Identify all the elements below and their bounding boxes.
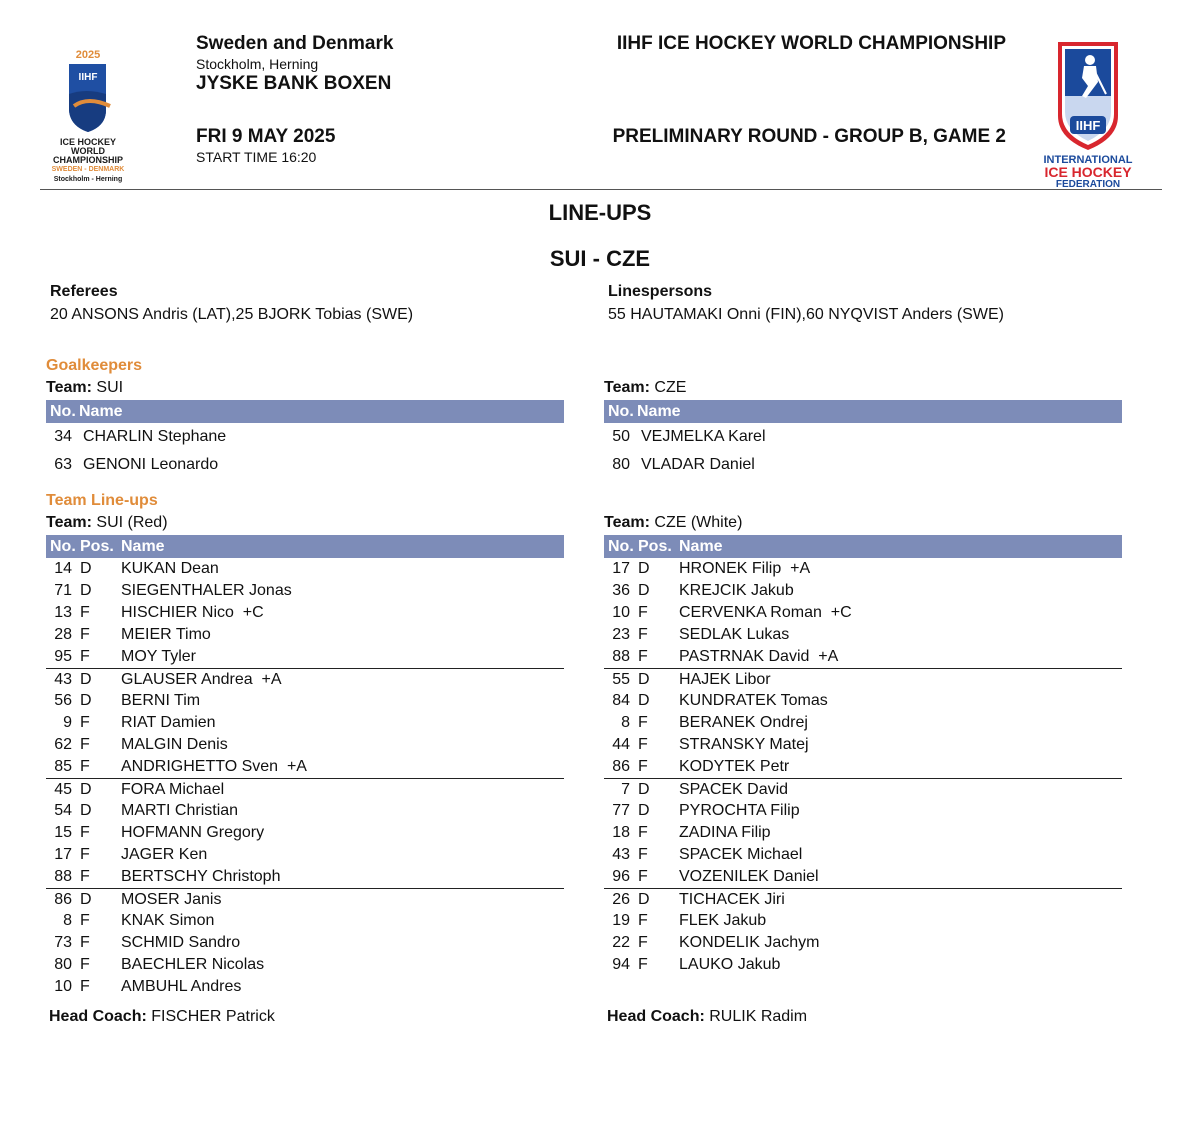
player-number: 8 xyxy=(621,714,630,731)
table-row xyxy=(604,778,1122,800)
svg-text:ICE HOCKEY: ICE HOCKEY xyxy=(1044,164,1132,180)
player-position: D xyxy=(80,692,92,709)
player-number: 28 xyxy=(54,626,72,643)
player-number: 56 xyxy=(54,692,72,709)
svg-text:SWEDEN - DENMARK: SWEDEN - DENMARK xyxy=(51,166,125,173)
player-position: F xyxy=(80,736,90,753)
player-name: KREJCIK Jakub xyxy=(679,582,794,599)
gk-home-table xyxy=(46,400,564,479)
referees-label: Referees xyxy=(50,283,118,300)
player-name: MARTI Christian xyxy=(121,802,239,819)
player-number: 50 xyxy=(612,428,630,445)
gk-away-table xyxy=(604,400,1122,479)
player-number: 18 xyxy=(612,824,630,841)
player-number: 36 xyxy=(612,582,630,599)
table-row xyxy=(46,778,564,800)
page-title: LINE-UPS xyxy=(548,200,652,225)
player-name: PYROCHTA Filip xyxy=(679,802,800,819)
player-name: AMBUHL Andres xyxy=(121,978,242,995)
player-number: 84 xyxy=(612,692,630,709)
lineups-section-title: Team Line-ups xyxy=(46,492,158,509)
player-number: 95 xyxy=(54,648,72,665)
player-position: F xyxy=(638,626,648,643)
table-row xyxy=(604,690,1122,712)
arena-name: JYSKE BANK BOXEN xyxy=(196,73,392,94)
table-row xyxy=(46,423,564,451)
table-row xyxy=(46,668,564,690)
player-position: D xyxy=(80,802,92,819)
player-position: D xyxy=(80,891,92,908)
player-name: PASTRNAK David +A xyxy=(679,648,839,665)
player-name: KODYTEK Petr xyxy=(679,758,790,775)
event-logo xyxy=(40,48,138,184)
player-position: D xyxy=(638,692,650,709)
table-row xyxy=(46,888,564,910)
player-name: VOZENILEK Daniel xyxy=(679,868,819,885)
svg-text:ICE HOCKEY: ICE HOCKEY xyxy=(59,137,117,147)
player-number: 23 xyxy=(612,626,630,643)
player-name: KONDELIK Jachym xyxy=(679,934,820,951)
player-position: F xyxy=(80,934,90,951)
table-row xyxy=(604,756,1122,778)
player-number: 77 xyxy=(612,802,630,819)
player-name: FORA Michael xyxy=(121,781,225,798)
linespersons-label: Linespersons xyxy=(608,283,713,300)
game-date: FRI 9 MAY 2025 xyxy=(196,126,336,147)
start-time: START TIME 16:20 xyxy=(196,149,317,165)
player-number: 10 xyxy=(54,978,72,995)
table-row xyxy=(604,954,1122,976)
player-position: D xyxy=(80,671,92,688)
player-position: F xyxy=(80,648,90,665)
player-number: 43 xyxy=(612,846,630,863)
player-position: F xyxy=(80,714,90,731)
table-row xyxy=(46,580,564,602)
table-row xyxy=(46,800,564,822)
logo-brand: IIHF xyxy=(78,72,98,83)
player-number: 96 xyxy=(612,868,630,885)
player-position: F xyxy=(80,846,90,863)
date-block xyxy=(196,126,335,165)
player-position: F xyxy=(80,912,90,929)
table-row xyxy=(604,624,1122,646)
player-number: 86 xyxy=(54,891,72,908)
gk-away-team-label: Team: CZE xyxy=(604,379,687,396)
player-position: F xyxy=(80,626,90,643)
table-row xyxy=(604,734,1122,756)
gk-table-header: No. Name xyxy=(46,400,564,423)
table-row xyxy=(46,866,564,888)
player-name: BERNI Tim xyxy=(121,692,201,709)
player-position: F xyxy=(638,868,648,885)
svg-text:Stockholm - Herning: Stockholm - Herning xyxy=(53,176,123,183)
venue-country: Sweden and Denmark xyxy=(196,33,394,54)
player-number: 88 xyxy=(54,868,72,885)
page-header xyxy=(40,28,1162,190)
player-name: HISCHIER Nico +C xyxy=(121,604,264,621)
player-position: F xyxy=(80,824,90,841)
player-name: JAGER Ken xyxy=(121,846,208,863)
table-row xyxy=(46,690,564,712)
player-number: 15 xyxy=(54,824,72,841)
table-row xyxy=(604,558,1122,580)
logo-year: 2025 xyxy=(75,49,101,61)
matchup-title: SUI - CZE xyxy=(549,246,651,271)
gk-home-team-label: Team: SUI xyxy=(46,379,124,396)
player-name: KUNDRATEK Tomas xyxy=(679,692,828,709)
table-row xyxy=(604,822,1122,844)
player-number: 94 xyxy=(612,956,630,973)
player-number: 22 xyxy=(612,934,630,951)
player-position: F xyxy=(80,978,90,995)
linespersons-list: 55 HAUTAMAKI Onni (FIN),60 NYQVIST Anders (SWE) xyxy=(608,306,1004,323)
table-row xyxy=(46,712,564,734)
table-row xyxy=(46,844,564,866)
player-name: KNAK Simon xyxy=(121,912,215,929)
player-number: 17 xyxy=(612,560,630,577)
iihf-logo-brand: IIHF xyxy=(1075,118,1101,133)
goalkeepers-section-title: Goalkeepers xyxy=(46,357,143,374)
championship-title: IIHF ICE HOCKEY WORLD CHAMPIONSHIP xyxy=(616,33,1006,54)
player-name: BAECHLER Nicolas xyxy=(121,956,265,973)
player-name: MALGIN Denis xyxy=(121,736,228,753)
player-number: 7 xyxy=(621,781,630,798)
table-row xyxy=(46,976,564,998)
player-position: F xyxy=(638,912,648,929)
player-number: 44 xyxy=(612,736,630,753)
player-name: VLADAR Daniel xyxy=(641,456,755,473)
player-name: LAUKO Jakub xyxy=(679,956,781,973)
player-name: TICHACEK Jiri xyxy=(679,891,785,908)
table-row xyxy=(46,734,564,756)
player-name: FLEK Jakub xyxy=(679,912,767,929)
table-row xyxy=(604,602,1122,624)
venue-cities: Stockholm, Herning xyxy=(196,56,319,72)
gk-table-header: No. Name xyxy=(604,400,1122,423)
player-name: ANDRIGHETTO Sven +A xyxy=(121,758,307,775)
player-position: F xyxy=(80,956,90,973)
player-position: D xyxy=(638,560,650,577)
table-row xyxy=(46,756,564,778)
player-name: GENONI Leonardo xyxy=(83,456,219,473)
lineup-away-team-label: Team: CZE (White) xyxy=(604,514,743,531)
player-number: 86 xyxy=(612,758,630,775)
lineup-home-table xyxy=(46,535,564,998)
player-name: BERANEK Ondrej xyxy=(679,714,808,731)
player-name: SPACEK Michael xyxy=(679,846,803,863)
referees-block xyxy=(50,283,413,324)
player-number: 19 xyxy=(612,912,630,929)
player-number: 88 xyxy=(612,648,630,665)
lineup-table-header: No. Pos. Name xyxy=(46,535,564,558)
table-row xyxy=(46,602,564,624)
venue-block xyxy=(196,33,393,95)
svg-text:FEDERATION: FEDERATION xyxy=(1055,179,1121,188)
player-name: ZADINA Filip xyxy=(679,824,771,841)
player-number: 13 xyxy=(54,604,72,621)
player-number: 55 xyxy=(612,671,630,688)
player-name: KUKAN Dean xyxy=(121,560,219,577)
round-title: PRELIMINARY ROUND - GROUP B, GAME 2 xyxy=(612,126,1006,147)
table-row xyxy=(46,646,564,668)
table-row xyxy=(46,910,564,932)
player-number: 71 xyxy=(54,582,72,599)
referees-list: 20 ANSONS Andris (LAT),25 BJORK Tobias (SWE) xyxy=(50,306,414,323)
table-row xyxy=(46,954,564,976)
player-name: HAJEK Libor xyxy=(679,671,771,688)
table-row xyxy=(604,866,1122,888)
player-number: 73 xyxy=(54,934,72,951)
away-head-coach: Head Coach: RULIK Radim xyxy=(607,1008,808,1025)
table-row xyxy=(46,932,564,954)
player-name: HRONEK Filip +A xyxy=(679,560,811,577)
table-row xyxy=(604,451,1122,479)
lineup-away-table xyxy=(604,535,1122,976)
player-number: 10 xyxy=(612,604,630,621)
svg-text:CHAMPIONSHIP: CHAMPIONSHIP xyxy=(52,155,124,165)
iihf-logo xyxy=(1036,38,1140,188)
player-position: F xyxy=(638,714,648,731)
player-number: 80 xyxy=(54,956,72,973)
player-number: 26 xyxy=(612,891,630,908)
player-name: SIEGENTHALER Jonas xyxy=(121,582,292,599)
table-row xyxy=(604,712,1122,734)
player-position: F xyxy=(638,846,648,863)
player-number: 54 xyxy=(54,802,72,819)
player-name: CERVENKA Roman +C xyxy=(679,604,852,621)
player-name: HOFMANN Gregory xyxy=(121,824,265,841)
player-position: F xyxy=(80,604,90,621)
player-position: D xyxy=(80,781,92,798)
player-name: GLAUSER Andrea +A xyxy=(121,671,282,688)
table-row xyxy=(604,888,1122,910)
table-row xyxy=(46,624,564,646)
player-name: MOY Tyler xyxy=(121,648,196,665)
table-row xyxy=(604,800,1122,822)
table-row xyxy=(604,668,1122,690)
player-position: F xyxy=(80,868,90,885)
table-row xyxy=(604,423,1122,451)
svg-text:WORLD: WORLD xyxy=(71,146,105,156)
player-number: 45 xyxy=(54,781,72,798)
player-number: 34 xyxy=(54,428,72,445)
table-row xyxy=(46,822,564,844)
player-number: 17 xyxy=(54,846,72,863)
player-number: 43 xyxy=(54,671,72,688)
player-name: SCHMID Sandro xyxy=(121,934,241,951)
player-number: 85 xyxy=(54,758,72,775)
player-position: F xyxy=(638,758,648,775)
player-position: F xyxy=(638,648,648,665)
player-position: F xyxy=(638,736,648,753)
table-row xyxy=(604,580,1122,602)
player-name: SPACEK David xyxy=(679,781,789,798)
player-position: D xyxy=(638,582,650,599)
player-position: F xyxy=(80,758,90,775)
player-position: D xyxy=(638,781,650,798)
player-number: 63 xyxy=(54,456,72,473)
lineup-table-header: No. Pos. Name xyxy=(604,535,1122,558)
player-name: MOSER Janis xyxy=(121,891,222,908)
table-row xyxy=(604,910,1122,932)
player-number: 62 xyxy=(54,736,72,753)
svg-text:INTERNATIONAL: INTERNATIONAL xyxy=(1043,154,1133,166)
player-number: 80 xyxy=(612,456,630,473)
player-position: F xyxy=(638,956,648,973)
linespersons-block xyxy=(608,283,1004,324)
player-name: CHARLIN Stephane xyxy=(83,428,227,445)
player-position: F xyxy=(638,934,648,951)
player-name: STRANSKY Matej xyxy=(679,736,809,753)
table-row xyxy=(604,932,1122,954)
home-head-coach: Head Coach: FISCHER Patrick xyxy=(49,1008,275,1025)
player-name: VEJMELKA Karel xyxy=(641,428,766,445)
table-row xyxy=(46,558,564,580)
table-row xyxy=(46,451,564,479)
player-name: BERTSCHY Christoph xyxy=(121,868,281,885)
table-row xyxy=(604,646,1122,668)
table-row xyxy=(604,844,1122,866)
player-name: RIAT Damien xyxy=(121,714,216,731)
player-name: SEDLAK Lukas xyxy=(679,626,790,643)
player-number: 8 xyxy=(63,912,72,929)
player-number: 9 xyxy=(63,714,72,731)
player-number: 14 xyxy=(54,560,72,577)
player-position: F xyxy=(638,604,648,621)
player-position: D xyxy=(80,560,92,577)
player-position: D xyxy=(638,802,650,819)
player-position: D xyxy=(80,582,92,599)
player-name: MEIER Timo xyxy=(121,626,211,643)
player-position: F xyxy=(638,824,648,841)
player-position: D xyxy=(638,671,650,688)
player-position: D xyxy=(638,891,650,908)
lineup-home-team-label: Team: SUI (Red) xyxy=(46,514,168,531)
